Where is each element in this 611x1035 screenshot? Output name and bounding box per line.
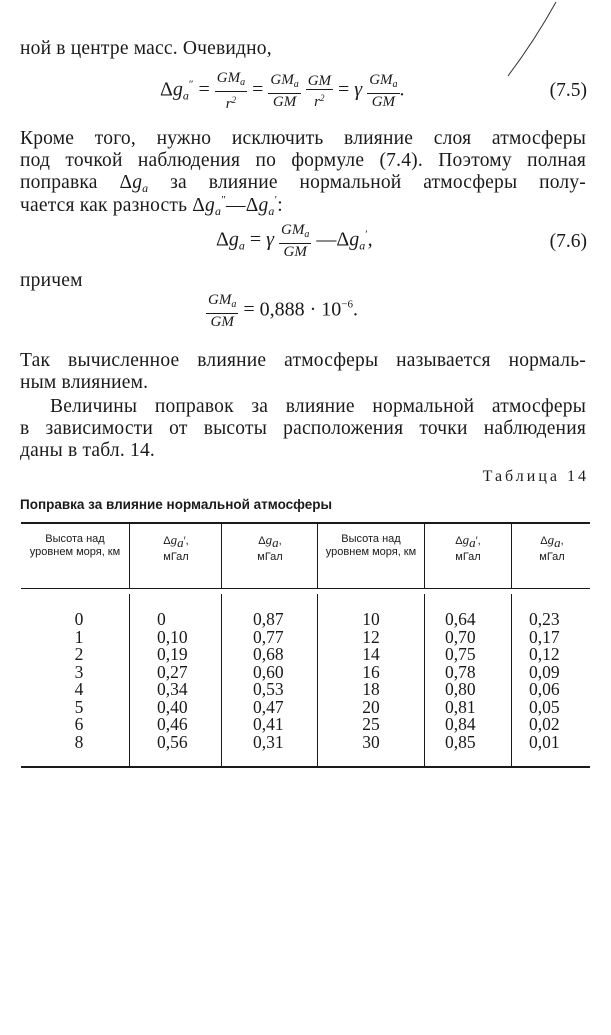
header-dg-right: $\Delta g_a$, мГал xyxy=(539,532,565,564)
table-cell: 8 xyxy=(74,731,84,752)
table-cell: 0,85 xyxy=(445,731,476,752)
table-cell: 0,70 xyxy=(445,626,476,647)
table-cell: 0,87 xyxy=(253,609,284,629)
paragraph-3-line-1: Так вычисленное влияние атмосферы называется нормаль- xyxy=(20,350,586,371)
table-cell: 0,06 xyxy=(529,679,560,699)
table-cell: 12 xyxy=(362,626,380,647)
header-dg-prime-right: $\Delta g_a'$, мГал xyxy=(455,532,481,564)
header-dg-left: $\Delta g_a$, мГал xyxy=(257,532,283,564)
table-cell: 5 xyxy=(74,696,84,717)
paragraph-2-line-2: под точкой наблюдения по формуле (7.4). Поэтому полная xyxy=(20,150,586,171)
table-cell: 0,47 xyxy=(253,696,284,717)
table-cell: 3 xyxy=(74,661,84,682)
equation-7-6-number: (7.6) xyxy=(549,231,587,252)
table-cell: 0,84 xyxy=(445,714,476,734)
table-cell: 0,09 xyxy=(529,661,560,682)
table-cell: 0,23 xyxy=(529,609,560,629)
table-cell: 0,40 xyxy=(157,696,188,717)
table-cell: 0,75 xyxy=(445,644,476,664)
equation-constant: $\frac{GM_a}{GM}$ = $0,888 \cdot 10^{-6}$. xyxy=(208,292,358,330)
table-cell: 20 xyxy=(362,696,380,717)
col-dg-left xyxy=(253,611,313,751)
table-cell: 0,19 xyxy=(157,644,188,664)
paragraph-2-line-3: поправка $\Delta g_a$ за влияние нормальной атмосферы полу- xyxy=(20,172,586,195)
col-dg-prime-right xyxy=(445,611,505,751)
table-cell: 2 xyxy=(74,644,84,664)
table-cell: 0,81 xyxy=(445,696,476,717)
table-cell: 0,02 xyxy=(529,714,560,734)
equation-7-5: $\Delta g_a''$ = $\frac{GM_a}{r^2}$ = $\frac{GM_a}{GM}$ $\frac{GM}{r^2}$ = γ $\frac{GM_a}{GM}$ . xyxy=(160,70,405,112)
col-heights-right xyxy=(351,611,391,751)
table-cell: 1 xyxy=(74,626,84,647)
table-cell: 0,27 xyxy=(157,661,188,682)
table-cell: 0,46 xyxy=(157,714,188,734)
table-cell: 0,56 xyxy=(157,731,188,752)
paragraph-4-line-1: Величины поправок за влияние нормальной атмосферы xyxy=(50,396,586,417)
table-cell: 0,60 xyxy=(253,661,284,682)
equation-7-6: $\Delta g_a = \gamma$ $\frac{GM_a}{GM}$ $—\Delta g_a'$, xyxy=(216,222,373,260)
table-cell: 16 xyxy=(362,661,380,682)
table-cell: 6 xyxy=(74,714,84,734)
equation-7-5-number: (7.5) xyxy=(549,80,587,101)
col-heights-left xyxy=(61,611,97,751)
table-cell: 0,34 xyxy=(157,679,188,699)
table-cell: 0,05 xyxy=(529,696,560,717)
table-cell: 0,77 xyxy=(253,626,284,647)
table-cell: 0,68 xyxy=(253,644,284,664)
table-cell: 0,17 xyxy=(529,626,560,647)
header-height-left: Высота над уровнем моря, км xyxy=(29,533,121,558)
table-cell: 0 xyxy=(157,609,166,629)
table-cell: 0,78 xyxy=(445,661,476,682)
table-cell: 14 xyxy=(362,644,380,664)
table-cell: 18 xyxy=(362,679,380,699)
table-cell: 0 xyxy=(74,609,84,629)
table-cell: 0,01 xyxy=(529,731,560,752)
table-cell: 30 xyxy=(362,731,380,752)
col-dg-prime-left xyxy=(157,611,217,751)
col-dg-right xyxy=(529,611,585,751)
text-prichem: причем xyxy=(20,270,83,291)
paragraph-4-line-3: даны в табл. 14. xyxy=(20,440,155,461)
correction-table xyxy=(21,522,590,768)
table-cell: 0,10 xyxy=(157,626,188,647)
table-cell: 0,80 xyxy=(445,679,476,699)
table-cell: 10 xyxy=(362,609,380,629)
paragraph-2-line-1: Кроме того, нужно исключить влияние слоя атмосферы xyxy=(20,128,586,149)
paragraph-2-line-4: чается как разность $\Delta g_a''—\Delta g_a'$: xyxy=(20,194,283,218)
table-title: Поправка за влияние нормальной атмосферы xyxy=(20,497,333,512)
paragraph-4-line-2: в зависимости от высоты расположения точки наблюдения xyxy=(20,418,586,439)
table-cell: 4 xyxy=(74,679,84,699)
table-cell: 0,53 xyxy=(253,679,284,699)
table-cell: 0,31 xyxy=(253,731,284,752)
header-dg-prime-left: $\Delta g_a'$, мГал xyxy=(163,532,189,564)
text-line-1: ной в центре масс. Очевидно, xyxy=(20,38,272,59)
header-height-right: Высота над уровнем моря, км xyxy=(325,533,417,558)
table-header-divider xyxy=(21,588,590,589)
paragraph-3-line-2: ным влиянием. xyxy=(20,372,149,393)
table-caption: Таблица 14 xyxy=(482,468,589,485)
table-cell: 0,41 xyxy=(253,714,284,734)
table-cell: 0,64 xyxy=(445,609,476,629)
table-cell: 25 xyxy=(362,714,380,734)
table-cell: 0,12 xyxy=(529,644,560,664)
